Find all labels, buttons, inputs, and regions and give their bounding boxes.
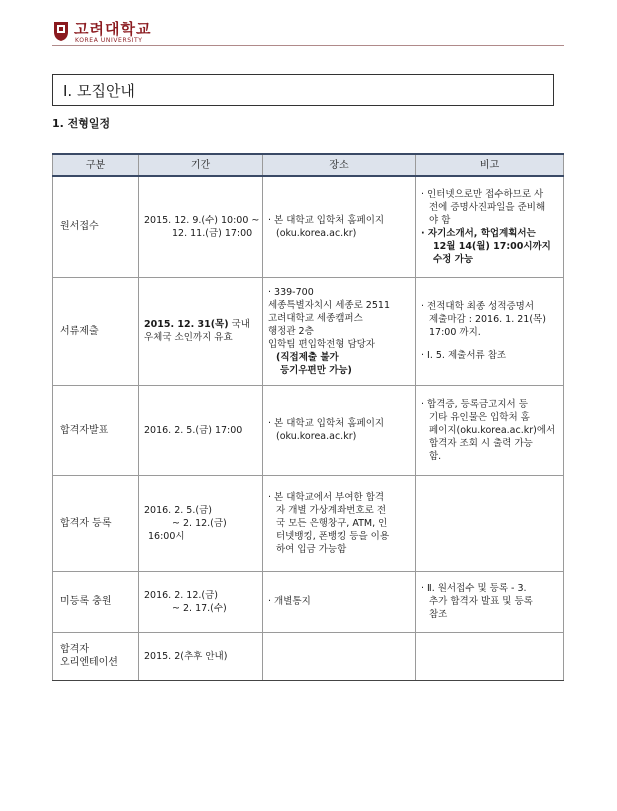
note-line: 야 함 — [429, 214, 451, 226]
header-category: 구분 — [53, 154, 139, 176]
place-line: 국 모든 은행창구, ATM, 인 — [276, 517, 388, 529]
row-category: 합격자발표 — [53, 385, 139, 475]
row-period: 2016. 2. 5.(금) 17:00 — [139, 385, 263, 475]
row-period — [139, 176, 263, 277]
note-line-bold: · 자기소개서, 학업계획서는 — [421, 227, 536, 239]
period-line: 12. 11.(금) 17:00 — [172, 227, 253, 239]
table-row — [53, 385, 564, 475]
row-category: 원서접수 — [53, 176, 139, 277]
place-line: 자 개별 가상계좌번호로 전 — [276, 504, 387, 516]
section-title: Ⅰ. 모집안내 — [63, 82, 135, 100]
place-line: (oku.korea.ac.kr) — [276, 227, 357, 239]
table-row — [53, 475, 564, 571]
period-line: 2016. 2. 12.(금) — [144, 589, 218, 601]
row-note — [416, 632, 564, 680]
note-line: 참조 — [429, 609, 448, 620]
subsection-title: 1. 전형일정 — [52, 117, 111, 130]
note-line: 페이지(oku.korea.ac.kr)에서 — [429, 424, 556, 436]
header-place: 장소 — [263, 154, 416, 176]
period-line: 2016. 2. 5.(금) — [144, 504, 212, 516]
schedule-table — [52, 153, 564, 681]
header-divider — [52, 45, 564, 46]
row-period — [139, 571, 263, 632]
note-line: · Ⅰ. 5. 제출서류 참조 — [421, 350, 507, 361]
row-category — [53, 632, 139, 680]
row-period — [139, 475, 263, 571]
note-line: 합격자 조회 시 출력 가능 — [429, 437, 533, 449]
row-place: · 개별통지 — [263, 571, 416, 632]
note-line: · Ⅱ. 원서접수 및 등록 - 3. — [421, 583, 527, 594]
row-place — [263, 176, 416, 277]
deadline-date: 2015. 12. 31(목) — [144, 319, 229, 330]
table-row — [53, 632, 564, 680]
row-note — [416, 475, 564, 571]
university-emblem-icon — [52, 20, 70, 42]
place-line: 고려대학교 세종캠퍼스 — [268, 312, 363, 324]
place-line: 입학팀 편입학전형 담당자 — [268, 338, 375, 350]
place-line: 터넷뱅킹, 폰뱅킹 등을 이용 — [276, 530, 390, 542]
note-line: 제출마감 : 2016. 1. 21(목) — [429, 314, 546, 325]
row-place — [263, 385, 416, 475]
place-line: · 본 대학교 입학처 홈페이지 — [268, 214, 385, 226]
row-note — [416, 571, 564, 632]
category-line: 오리엔테이션 — [60, 657, 118, 668]
period-line: 16:00시 — [148, 530, 185, 542]
university-logo — [52, 18, 252, 48]
period-line: 2015. 12. 9.(수) 10:00 ~ — [144, 214, 260, 226]
university-name: 고려대학교 — [74, 20, 152, 38]
place-line: · 본 대학교에서 부여한 합격 — [268, 491, 385, 503]
row-note — [416, 277, 564, 385]
note-line: · 전적대학 최종 성적증명서 — [421, 301, 535, 312]
university-name-en: KOREA UNIVERSITY — [75, 37, 143, 44]
note-line: 추가 합격자 발표 및 등록 — [429, 596, 533, 607]
table-row — [53, 571, 564, 632]
note-line: · 합격증, 등록금고지서 등 — [421, 398, 528, 410]
table-header-row — [53, 154, 564, 176]
row-category: 미등록 충원 — [53, 571, 139, 632]
note-line-bold: 수정 가능 — [433, 253, 474, 265]
category-line: 합격자 — [60, 644, 89, 655]
header-note: 비고 — [416, 154, 564, 176]
place-line: 하여 입금 가능함 — [276, 543, 347, 555]
row-place — [263, 277, 416, 385]
row-category: 합격자 등록 — [53, 475, 139, 571]
row-period: 2015. 12. 31(목) 국내 우체국 소인까지 유효 — [139, 277, 263, 385]
place-line-bold: 등기우편만 가능) — [280, 364, 352, 376]
section-title-box — [52, 74, 554, 106]
row-note — [416, 385, 564, 475]
row-place — [263, 475, 416, 571]
place-line: · 339-700 — [268, 286, 314, 298]
place-line-bold: (직접제출 불가 — [276, 351, 339, 363]
note-line: 기타 유인물은 입학처 홈 — [429, 411, 530, 423]
place-line: (oku.korea.ac.kr) — [276, 431, 357, 442]
place-line: 세종특별자치시 세종로 2511 — [268, 299, 390, 311]
place-line: · 본 대학교 입학처 홈페이지 — [268, 418, 385, 429]
period-line: 우체국 소인까지 유효 — [144, 332, 233, 343]
row-category: 서류제출 — [53, 277, 139, 385]
row-period: 2015. 2(추후 안내) — [139, 632, 263, 680]
note-line: 전에 증명사진파일을 준비해 — [429, 201, 546, 213]
note-line: 17:00 까지. — [429, 327, 481, 338]
row-place — [263, 632, 416, 680]
table-row — [53, 277, 564, 385]
place-line: 행정관 2층 — [268, 325, 314, 337]
period-line: ~ 2. 12.(금) — [172, 517, 227, 529]
header-period: 기간 — [139, 154, 263, 176]
note-line: · 인터넷으로만 접수하므로 사 — [421, 188, 544, 200]
period-line: ~ 2. 17.(수) — [172, 602, 227, 614]
note-line: 함. — [429, 450, 442, 462]
table-row — [53, 176, 564, 277]
row-note — [416, 176, 564, 277]
note-line-bold: 12월 14(월) 17:00시까지 — [433, 240, 551, 252]
